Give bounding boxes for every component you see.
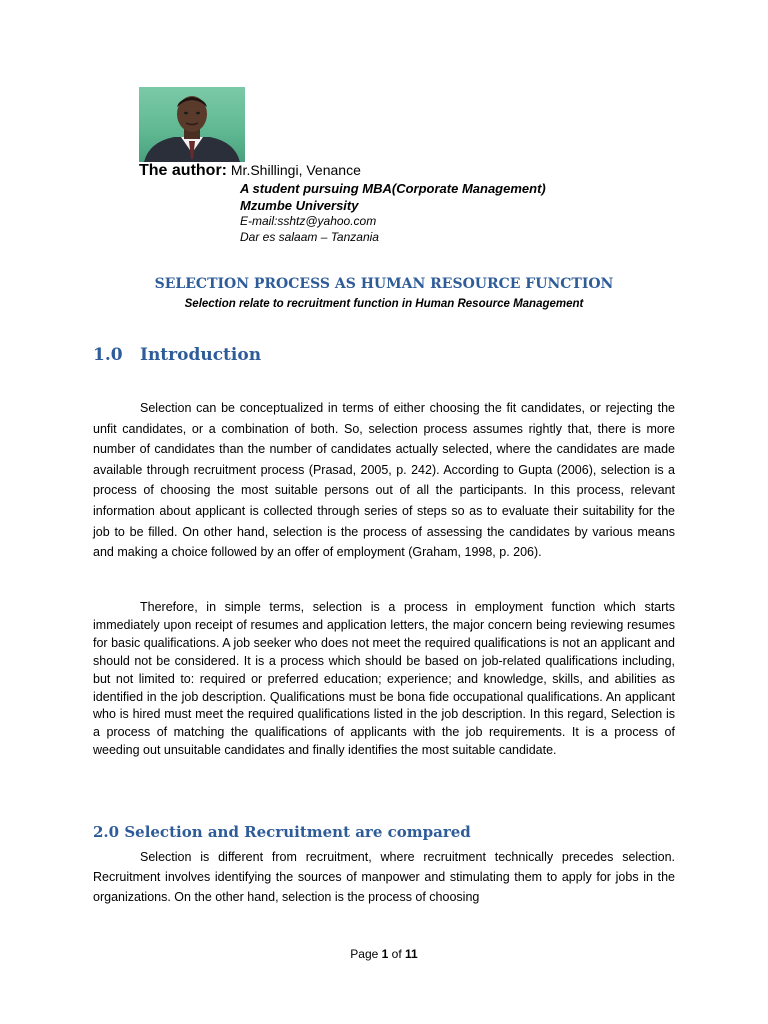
author-location: Dar es salaam – Tanzania bbox=[240, 230, 379, 244]
page-label: Page bbox=[350, 947, 379, 961]
document-title: SELECTION PROCESS AS HUMAN RESOURCE FUNCTION bbox=[154, 276, 614, 292]
section-heading-introduction bbox=[93, 345, 261, 365]
author-photo bbox=[139, 87, 245, 162]
section-heading-comparison: 2.0 Selection and Recruitment are compared bbox=[93, 823, 471, 841]
page-footer bbox=[0, 947, 768, 961]
author-program: A student pursuing MBA(Corporate Management) bbox=[240, 181, 546, 196]
author-email: E-mail:sshtz@yahoo.com bbox=[240, 214, 377, 228]
paragraph-comparison-1: Selection is different from recruitment, where recruitment technically precedes selection. Recruitment involves identifying the sources of manpower and stimulating them to apply for jobs in the organizations. On the other hand, selection is the process of choosing bbox=[93, 850, 675, 904]
page-current: 1 bbox=[381, 947, 389, 961]
author-university: Mzumbe University bbox=[240, 198, 359, 213]
author-label: The author: bbox=[139, 162, 227, 179]
page-of: of bbox=[391, 947, 402, 961]
section-number: 1.0 bbox=[93, 345, 123, 365]
section-title: Introduction bbox=[140, 345, 262, 365]
document-subtitle: Selection relate to recruitment function in Human Resource Management bbox=[184, 298, 584, 310]
paragraph-introduction-2: Therefore, in simple terms, selection is a process in employment function which starts immediately upon receipt of resumes and application letters, the major concern being reviewing resumes for basic qualifications. A job seeker who does not meet the required qualifications is not an applicant and should not be considered. It is a process which should be based on job-related qualifications including, but not limited to: required or preferred education; experience; and knowledge, skills, and abilities as identified in the job description. Qualifications must be bona fide occupational qualifications. An applicant who is hired must meet the required qualifications listed in the job description. In this regard, Selection is a process of matching the qualifications of applicants with the job requirements. It is a process of weeding out unsuitable candidates and finally identifies the most suitable candidate. bbox=[93, 600, 675, 758]
page-total: 11 bbox=[405, 947, 418, 961]
author-line bbox=[139, 162, 361, 180]
paragraph-introduction-1: Selection can be conceptualized in terms of either choosing the fit candidates, or rejecting the unfit candidates, or a combination of both. So, selection process assumes rightly that, there is more number of candidates than the number of candidates actually selected, where the candidates are made available through recruitment process (Prasad, 2005, p. 242). According to Gupta (2006), selection is a process of choosing the most suitable persons out of all the participants. In this process, relevant information about applicant is collected through series of steps so as to evaluate their suitability for the job to be filled. On other hand, selection is the process of assessing the candidates by various means and making a choice followed by an offer of employment (Graham, 1998, p. 206). bbox=[93, 401, 675, 560]
author-name: Mr.Shillingi, Venance bbox=[230, 162, 361, 178]
